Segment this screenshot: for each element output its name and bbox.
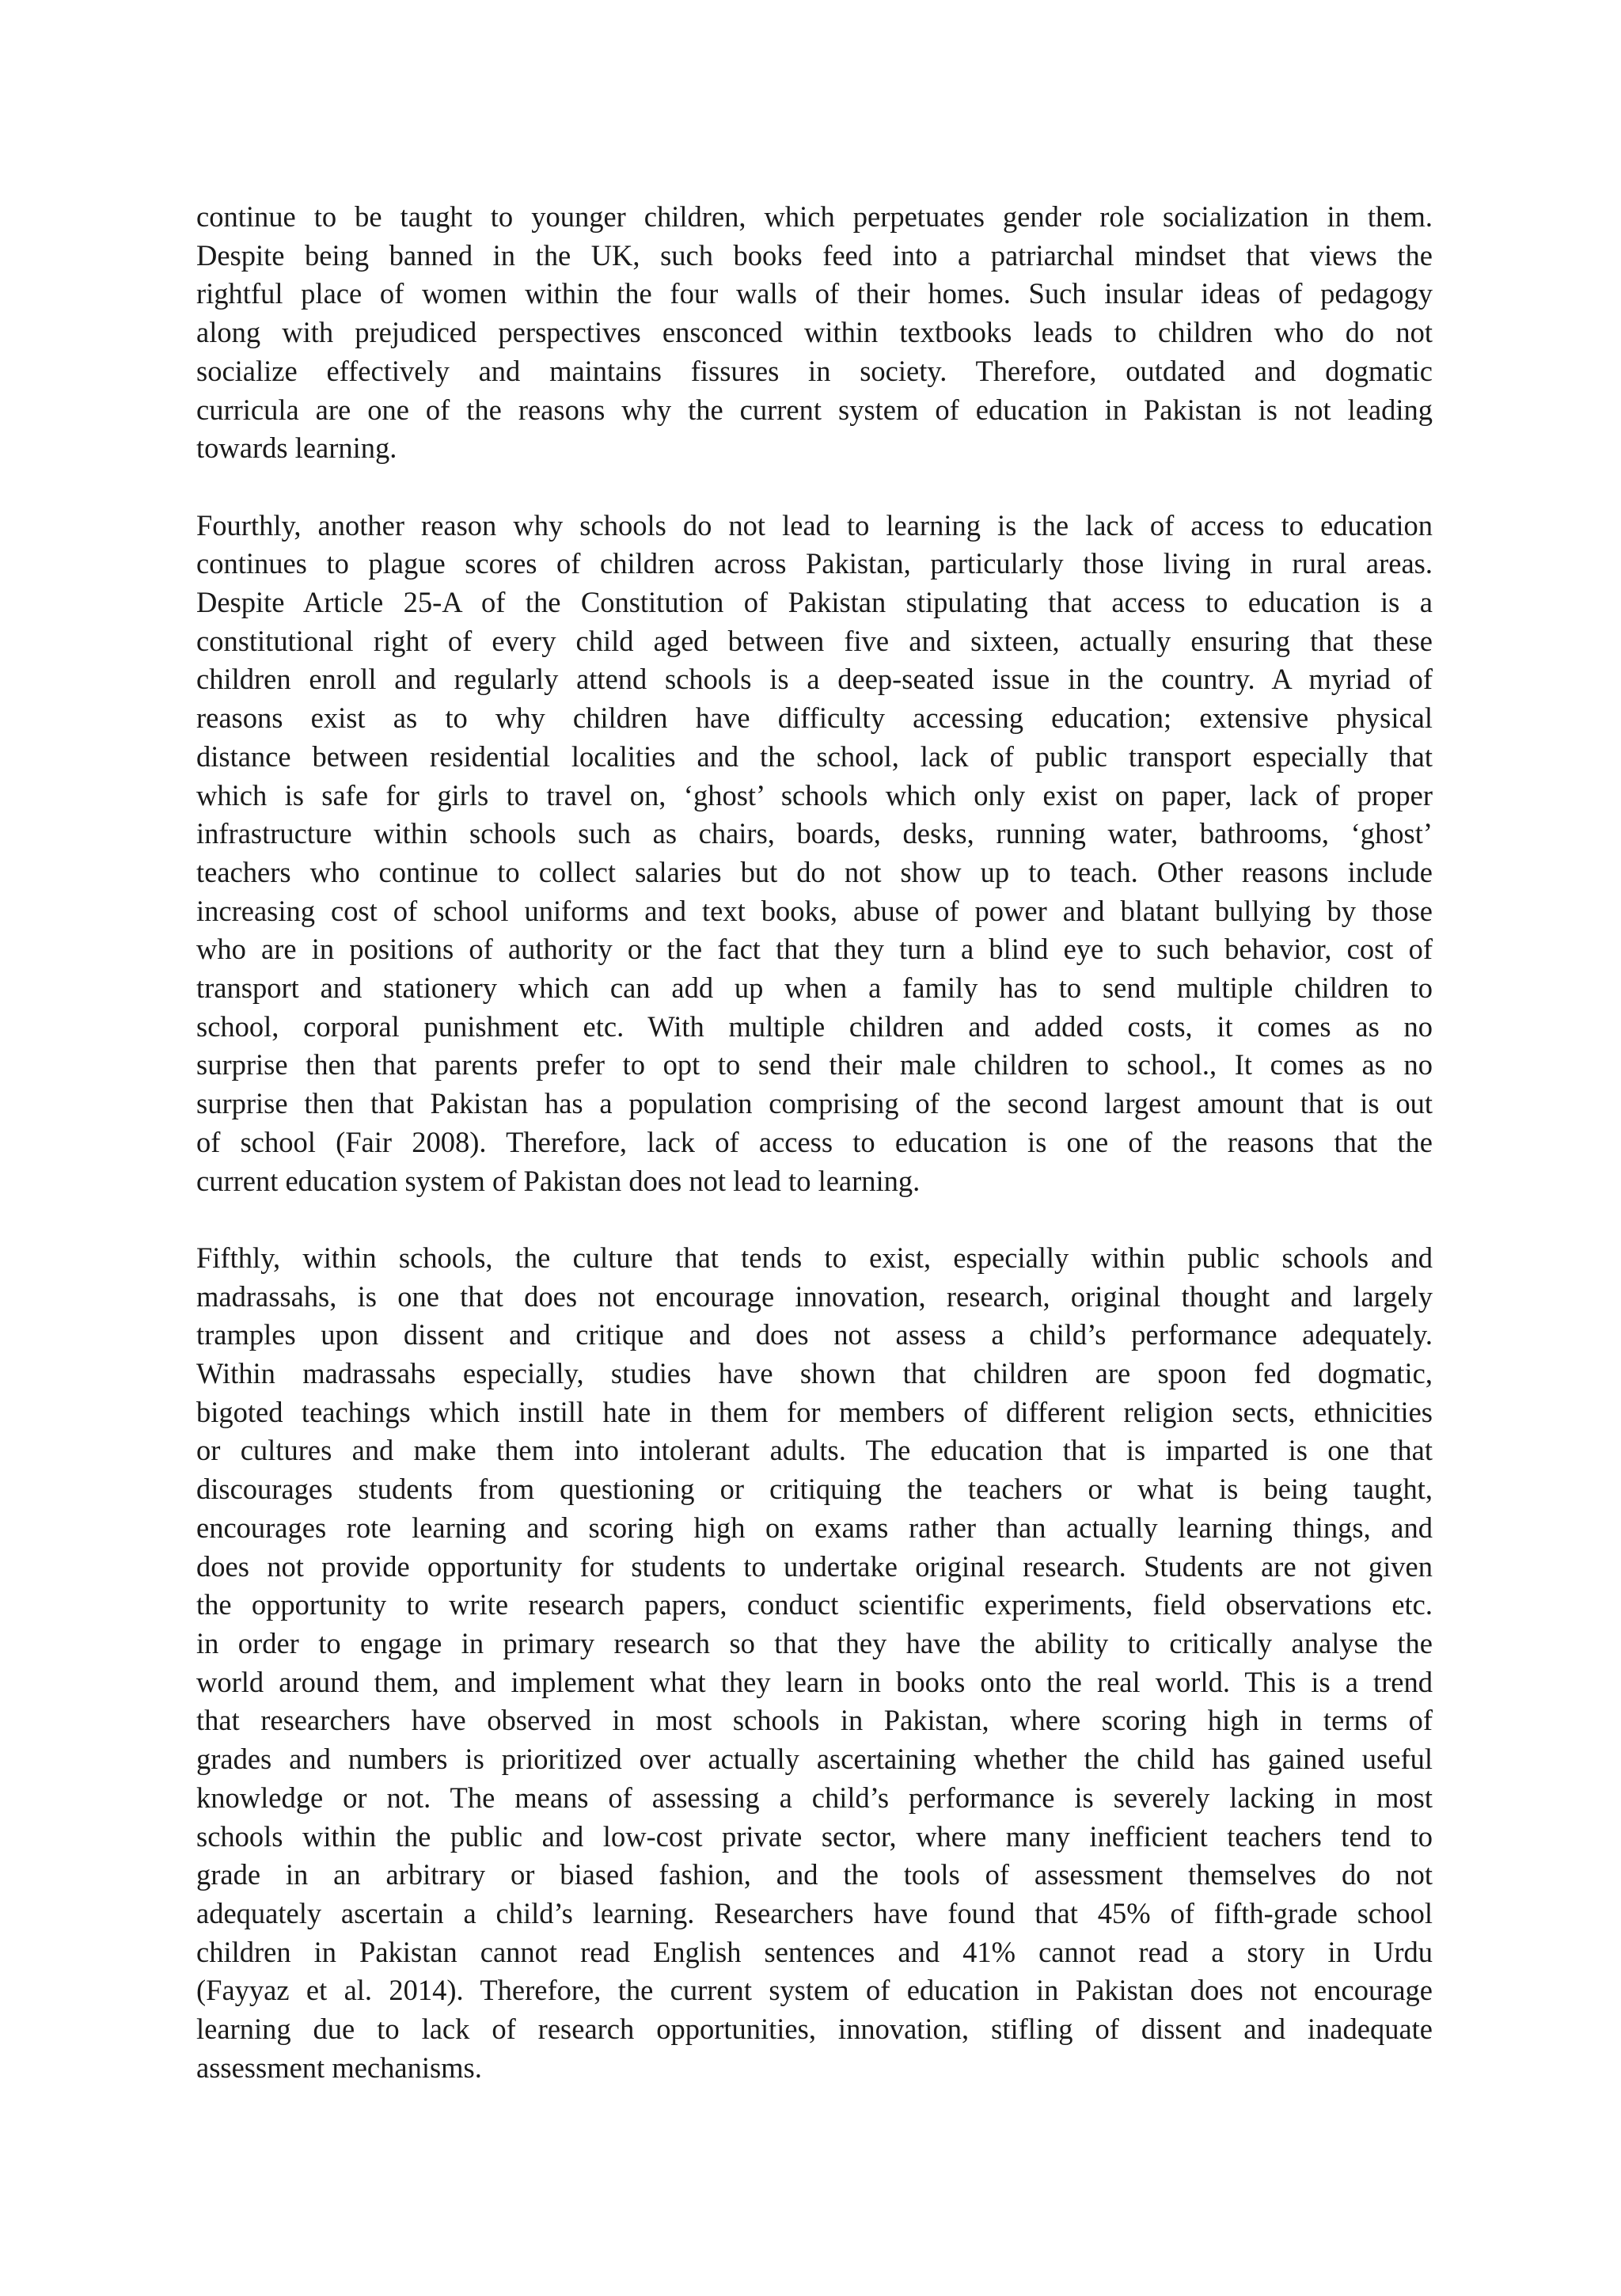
text-line: the opportunity to write research papers, conduct scientific experiments, field observations etc. [196, 1588, 1433, 1621]
text-line: rightful place of women within the four walls of their homes. Such insular ideas of pedagogy [196, 277, 1433, 310]
paragraph [196, 507, 1433, 1201]
text-line: in order to engage in primary research so that they have the ability to critically analyse the [196, 1626, 1433, 1659]
text-line: constitutional right of every child aged between five and sixteen, actually ensuring that these [196, 624, 1433, 657]
text-line: socialize effectively and maintains fissures in society. Therefore, outdated and dogmatic [196, 354, 1433, 387]
text-line: Despite Article 25-A of the Constitution of Pakistan stipulating that access to education is a [196, 586, 1433, 619]
text-line: children enroll and regularly attend schools is a deep-seated issue in the country. A myriad of [196, 663, 1433, 696]
text-line: continue to be taught to younger children, which perpetuates gender role socialization in them. [196, 200, 1433, 233]
text-line: madrassahs, is one that does not encourage innovation, research, original thought and largely [196, 1279, 1433, 1313]
text-line: continues to plague scores of children across Pakistan, particularly those living in rural areas. [196, 547, 1433, 580]
text-line: of school (Fair 2008). Therefore, lack of access to education is one of the reasons that the [196, 1125, 1433, 1158]
text-line: schools within the public and low-cost private sector, where many inefficient teachers tend to [196, 1819, 1433, 1853]
text-line: does not provide opportunity for students to undertake original research. Students are not given [196, 1549, 1433, 1583]
text-line: (Fayyaz et al. 2014). Therefore, the current system of education in Pakistan does not encourage [196, 1974, 1433, 2007]
document-body [196, 198, 1433, 2126]
text-line: knowledge or not. The means of assessing a child’s performance is severely lacking in most [196, 1781, 1433, 1814]
text-line: Despite being banned in the UK, such books feed into a patriarchal mindset that views the [196, 238, 1433, 272]
text-line: current education system of Pakistan does not lead to learning. [196, 1164, 921, 1197]
text-line: grade in an arbitrary or biased fashion, and the tools of assessment themselves do not [196, 1858, 1433, 1891]
text-line: Fourthly, another reason why schools do not lead to learning is the lack of access to education [196, 508, 1433, 542]
text-line: surprise then that Pakistan has a population comprising of the second largest amount that is out [196, 1087, 1433, 1120]
text-line: bigoted teachings which instill hate in them for members of different religion sects, ethnicities [196, 1395, 1433, 1428]
text-line: towards learning. [196, 431, 397, 465]
text-line: who are in positions of authority or the fact that they turn a blind eye to such behavior, cost of [196, 933, 1433, 966]
text-line: Fifthly, within schools, the culture that tends to exist, especially within public schools and [196, 1241, 1433, 1274]
text-line: Within madrassahs especially, studies have shown that children are spoon fed dogmatic, [196, 1357, 1433, 1390]
text-line: along with prejudiced perspectives ensconced within textbooks leads to children who do not [196, 316, 1433, 349]
text-line: which is safe for girls to travel on, ‘ghost’ schools which only exist on paper, lack of proper [196, 778, 1433, 812]
text-line: discourages students from questioning or critiquing the teachers or what is being taught, [196, 1473, 1433, 1506]
text-line: curricula are one of the reasons why the current system of education in Pakistan is not leading [196, 393, 1433, 426]
text-line: increasing cost of school uniforms and text books, abuse of power and blatant bullying by those [196, 894, 1433, 927]
text-line: school, corporal punishment etc. With multiple children and added costs, it comes as no [196, 1009, 1433, 1043]
text-line: encourages rote learning and scoring high on exams rather than actually learning things, and [196, 1511, 1433, 1544]
paragraph [196, 1239, 1433, 2087]
text-line: tramples upon dissent and critique and does not assess a child’s performance adequately. [196, 1318, 1433, 1351]
text-line: transport and stationery which can add up when a family has to send multiple children to [196, 971, 1433, 1005]
text-line: infrastructure within schools such as chairs, boards, desks, running water, bathrooms, ‘ghost’ [196, 817, 1433, 850]
paragraph [196, 198, 1433, 468]
text-line: that researchers have observed in most schools in Pakistan, where scoring high in terms of [196, 1704, 1433, 1737]
text-line: surprise then that parents prefer to opt to send their male children to school., It comes as no [196, 1048, 1433, 1081]
text-line: assessment mechanisms. [196, 2051, 482, 2084]
text-line: reasons exist as to why children have difficulty accessing education; extensive physical [196, 701, 1433, 735]
text-line: learning due to lack of research opportunities, innovation, stifling of dissent and inadequate [196, 2013, 1433, 2046]
text-line: world around them, and implement what they learn in books onto the real world. This is a trend [196, 1665, 1433, 1698]
text-line: adequately ascertain a child’s learning. Researchers have found that 45% of fifth-grade school [196, 1896, 1433, 1929]
text-line: or cultures and make them into intolerant adults. The education that is imparted is one that [196, 1434, 1433, 1467]
text-line: teachers who continue to collect salaries but do not show up to teach. Other reasons include [196, 855, 1433, 888]
text-line: children in Pakistan cannot read English sentences and 41% cannot read a story in Urdu [196, 1935, 1433, 1968]
text-line: distance between residential localities and the school, lack of public transport especially that [196, 739, 1433, 773]
text-line: grades and numbers is prioritized over actually ascertaining whether the child has gained useful [196, 1743, 1433, 1776]
